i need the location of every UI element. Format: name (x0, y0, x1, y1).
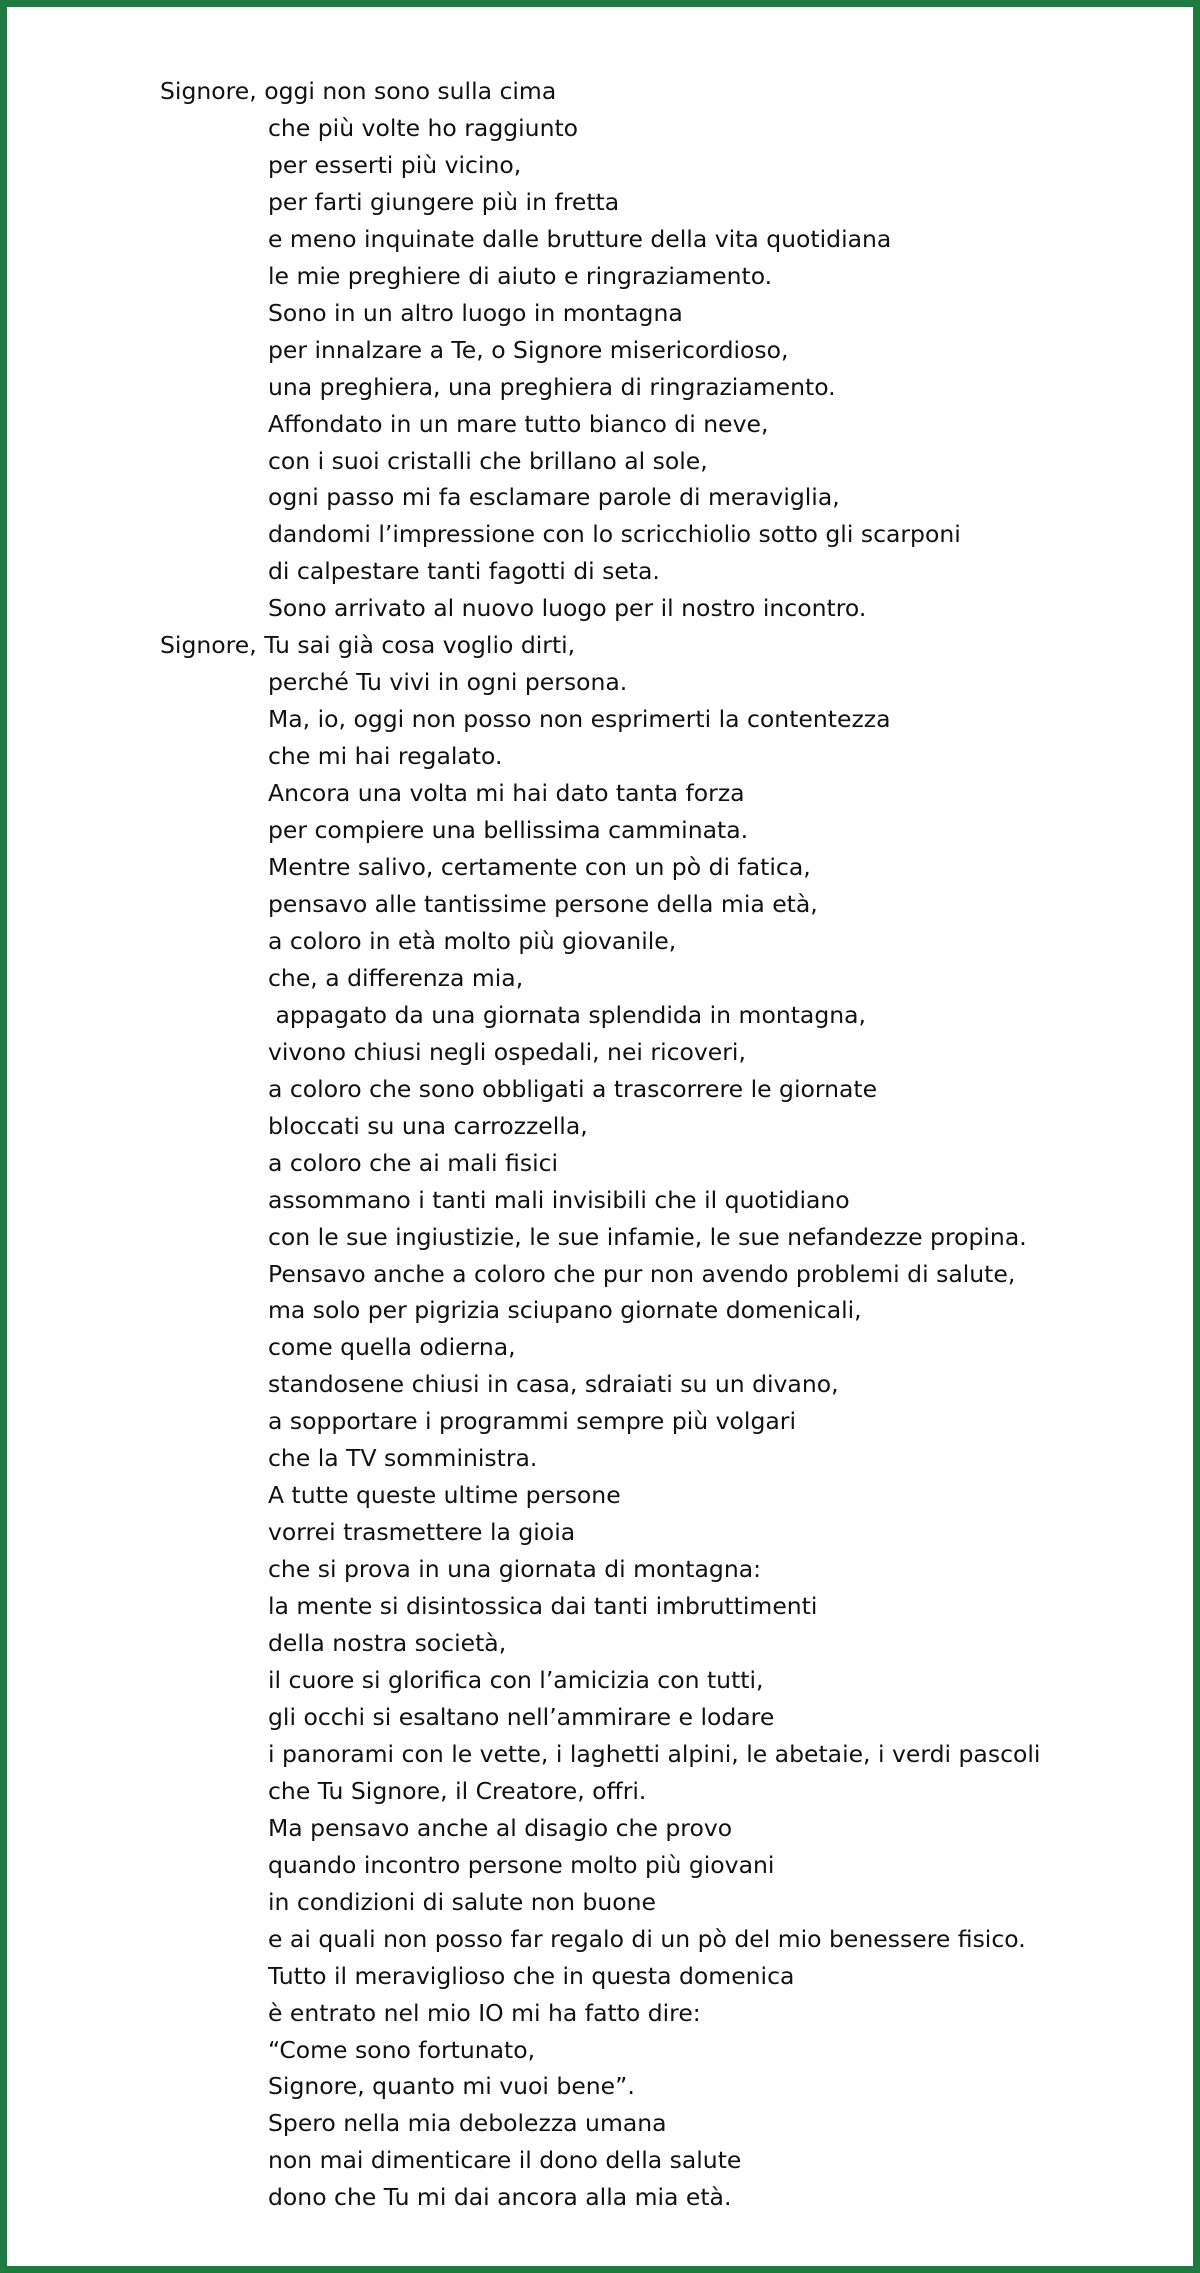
poem-line-text: con i suoi cristalli che brillano al sole, (268, 446, 708, 475)
poem-line (7, 849, 1200, 886)
poem-line (7, 221, 1200, 258)
poem-line (7, 332, 1200, 369)
poem-line (7, 479, 1200, 516)
poem-line-text: il cuore si glorifica con l’amicizia con tutti, (268, 1665, 764, 1694)
poem-line-text: a coloro che sono obbligati a trascorrere le giornate (268, 1074, 878, 1103)
poem-line (7, 701, 1200, 738)
poem-line-text: appagato da una giornata splendida in montagna, (268, 1000, 867, 1029)
poem-line-text: e meno inquinate dalle brutture della vita quotidiana (268, 224, 892, 253)
poem-line-text: Spero nella mia debolezza umana (268, 2109, 667, 2138)
poem-line-text: ogni passo mi fa esclamare parole di meraviglia, (268, 483, 840, 512)
poem-line-text: Ma, io, oggi non posso non esprimerti la contentezza (268, 705, 891, 734)
poem-line (7, 553, 1200, 590)
poem-line-text: Tutto il meraviglioso che in questa domenica (268, 1961, 795, 1990)
poem-line-text: per esserti più vicino, (268, 150, 522, 179)
poem-line (7, 812, 1200, 849)
poem-line-text: di calpestare tanti fagotti di seta. (268, 557, 660, 586)
poem-line-text: per innalzare a Te, o Signore misericordioso, (268, 335, 789, 364)
poem-line-text: Pensavo anche a coloro che pur non avendo problemi di salute, (268, 1259, 1016, 1288)
poem-line-text: vivono chiusi negli ospedali, nei ricoveri, (268, 1037, 746, 1066)
poem-line (7, 1292, 1200, 1329)
poem-line (7, 443, 1200, 480)
poem-line (7, 1662, 1200, 1699)
poem-line (7, 1884, 1200, 1921)
poem-line (7, 110, 1200, 147)
poem-line (7, 258, 1200, 295)
poem-line (7, 1477, 1200, 1514)
poem-line-text: Sono arrivato al nuovo luogo per il nostro incontro. (268, 594, 867, 623)
poem-line (7, 1403, 1200, 1440)
poem-line (7, 1514, 1200, 1551)
poem-line (7, 2068, 1200, 2105)
poem-line (7, 1625, 1200, 1662)
poem-line-text: Ma pensavo anche al disagio che provo (268, 1813, 733, 1842)
poem-line (7, 2105, 1200, 2142)
poem-line (7, 1182, 1200, 1219)
poem-line (7, 369, 1200, 406)
poem-line (7, 1145, 1200, 1182)
poem-line (7, 73, 1200, 110)
poem-line (7, 1219, 1200, 1256)
poem-line-text: per compiere una bellissima camminata. (268, 816, 749, 845)
poem-line (7, 1366, 1200, 1403)
poem-line-text: Sono in un altro luogo in montagna (268, 298, 683, 327)
poem-line (7, 1773, 1200, 1810)
poem-line-text: Ancora una volta mi hai dato tanta forza (268, 779, 745, 808)
poem-line-text: dandomi l’impressione con lo scricchiolio sotto gli scarponi (268, 520, 961, 549)
poem-line (7, 738, 1200, 775)
poem-line (7, 184, 1200, 221)
poem-line-text: a coloro che ai mali fisici (268, 1148, 559, 1177)
poem-line (7, 2142, 1200, 2179)
poem-line (7, 1108, 1200, 1145)
poem-line (7, 960, 1200, 997)
poem-line (7, 1329, 1200, 1366)
poem-line (7, 1699, 1200, 1736)
poem-line-text: dono che Tu mi dai ancora alla mia età. (268, 2183, 732, 2212)
poem-line-text: assommano i tanti mali invisibili che il quotidiano (268, 1185, 850, 1214)
poem-line-text: che Tu Signore, il Creatore, offri. (268, 1776, 647, 1805)
poem-line (7, 1551, 1200, 1588)
poem-line-text: che più volte ho raggiunto (268, 113, 579, 142)
poem-line (7, 406, 1200, 443)
poem-line-text: che mi hai regalato. (268, 742, 503, 771)
poem-line-text: che si prova in una giornata di montagna: (268, 1555, 762, 1584)
poem-line (7, 2032, 1200, 2069)
poem-line-text: Affondato in un mare tutto bianco di neve, (268, 409, 769, 438)
poem-line-text: una preghiera, una preghiera di ringraziamento. (268, 372, 836, 401)
poem-line-text: che la TV somministra. (268, 1444, 538, 1473)
poem-line (7, 590, 1200, 627)
poem-line (7, 775, 1200, 812)
poem-text (7, 73, 1200, 2216)
poem-line (7, 664, 1200, 701)
poem-line (7, 886, 1200, 923)
poem-line (7, 997, 1200, 1034)
poem-line-text: ma solo per pigrizia sciupano giornate domenicali, (268, 1296, 862, 1325)
poem-line (7, 1921, 1200, 1958)
poem-line-text: a coloro in età molto più giovanile, (268, 926, 677, 955)
poem-line-text: in condizioni di salute non buone (268, 1887, 656, 1916)
poem-line (7, 1736, 1200, 1773)
poem-line-text: vorrei trasmettere la gioia (268, 1518, 576, 1547)
poem-line-text: a sopportare i programmi sempre più volgari (268, 1407, 796, 1436)
poem-line (7, 1810, 1200, 1847)
poem-line (7, 1995, 1200, 2032)
poem-line-text: bloccati su una carrozzella, (268, 1111, 588, 1140)
poem-line (7, 516, 1200, 553)
stanza-lead-word: Signore, (160, 631, 257, 660)
poem-line (7, 1034, 1200, 1071)
poem-line (7, 2179, 1200, 2216)
poem-line (7, 1440, 1200, 1477)
poem-line (7, 1256, 1200, 1293)
stanza-lead-word: Signore, (160, 77, 257, 105)
poem-line-text: pensavo alle tantissime persone della mia età, (268, 889, 818, 918)
poem-line (7, 147, 1200, 184)
poem-line-text: e ai quali non posso far regalo di un pò del mio benessere fisico. (268, 1924, 1026, 1953)
poem-line-text: con le sue ingiustizie, le sue infamie, le sue nefandezze propina. (268, 1222, 1027, 1251)
poem-line (7, 295, 1200, 332)
poem-line-text: Signore, quanto mi vuoi bene”. (268, 2072, 635, 2101)
poem-line-text: Tu sai già cosa voglio dirti, (264, 631, 576, 660)
poem-line (7, 1958, 1200, 1995)
poem-line (7, 923, 1200, 960)
poem-line (7, 1588, 1200, 1625)
poem-line-text: A tutte queste ultime persone (268, 1481, 621, 1510)
poem-line-text: i panorami con le vette, i laghetti alpini, le abetaie, i verdi pascoli (268, 1739, 1041, 1768)
poem-line-text: che, a differenza mia, (268, 963, 524, 992)
poem-line-text: per farti giungere più in fretta (268, 187, 620, 216)
poem-line-text: perché Tu vivi in ogni persona. (268, 668, 628, 697)
poem-line-text: è entrato nel mio IO mi ha fatto dire: (268, 1998, 701, 2027)
poem-line (7, 1847, 1200, 1884)
poem-line-text: della nostra società, (268, 1629, 507, 1658)
poem-line-text: quando incontro persone molto più giovani (268, 1850, 775, 1879)
poem-line-text: oggi non sono sulla cima (264, 77, 557, 105)
poem-line-text: come quella odierna, (268, 1333, 516, 1362)
poem-line-text: “Come sono fortunato, (268, 2035, 536, 2064)
poem-line (7, 1071, 1200, 1108)
poem-line-text: gli occhi si esaltano nell’ammirare e lodare (268, 1702, 775, 1731)
poem-line-text: non mai dimenticare il dono della salute (268, 2146, 742, 2175)
poem-line (7, 627, 1200, 664)
poem-line-text: Mentre salivo, certamente con un pò di fatica, (268, 853, 811, 882)
poem-line-text: standosene chiusi in casa, sdraiati su un divano, (268, 1370, 839, 1399)
poem-line-text: le mie preghiere di aiuto e ringraziamento. (268, 261, 773, 290)
poem-line-text: la mente si disintossica dai tanti imbruttimenti (268, 1592, 818, 1621)
